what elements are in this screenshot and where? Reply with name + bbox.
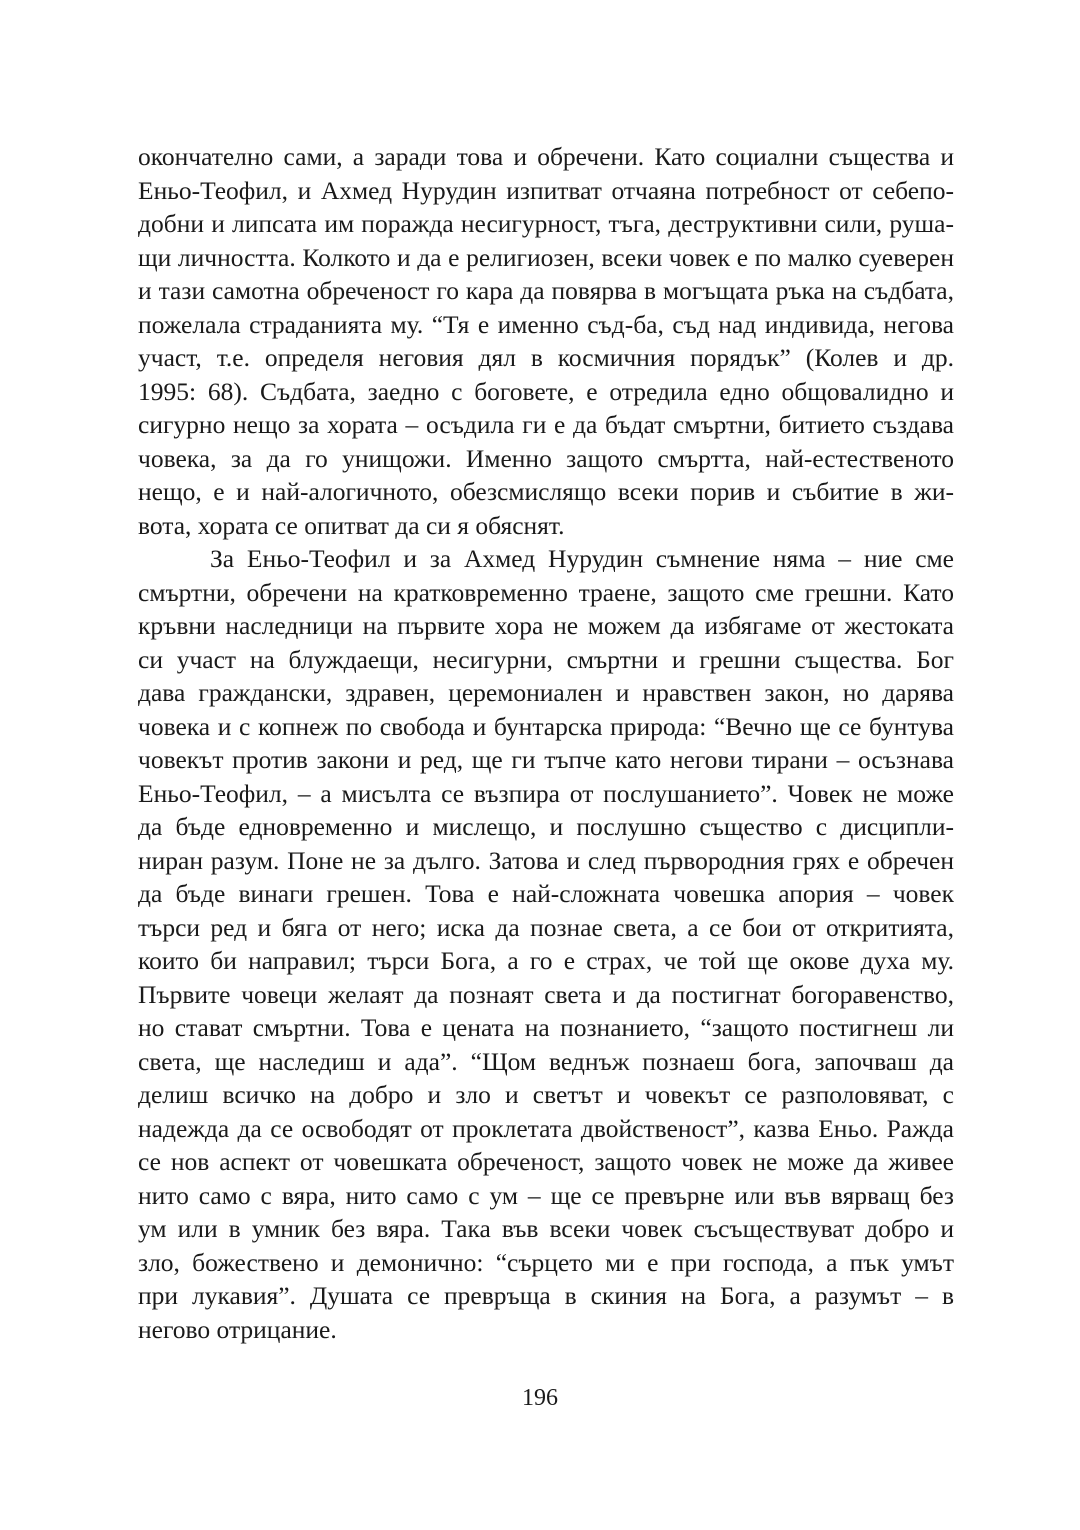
text-line: надежда да се освободят от проклетата двойственост”, казва Еньо. Ражда <box>138 1113 954 1143</box>
text-line: кръвни наследници на първите хора не можем да избягаме от жестоката <box>138 611 954 640</box>
text-line: и тази самотна обреченост го кара да повярва в могъщата ръка на съдбата, <box>138 276 954 305</box>
text-line: сигурно нещо за хората – осъдила ги е да бъдат смъртни, битието създава <box>138 410 954 439</box>
paragraph <box>138 542 954 1346</box>
text-line: За Еньо-Теофил и за Ахмед Нурудин съмнение няма – ние сме <box>210 544 954 573</box>
text-line: щи личността. Колкото и да е религиозен, всеки човек е по малко суеверен <box>138 242 954 272</box>
text-line: света, ще наследиш и ада”. “Щом веднъж познаеш бога, започваш да <box>138 1046 954 1076</box>
text-line: Първите човеци желаят да познаят света и да постигнат богоравенство, <box>138 979 954 1009</box>
paragraph <box>138 140 954 542</box>
text-line: търси ред и бяга от него; иска да познае света, а се бои от откритията, <box>138 912 954 942</box>
text-line: да бъде винаги грешен. Това е най-сложната човешка апория – човек <box>138 879 954 908</box>
text-line: зло, божествено и демонично: “сърцето ми е при господа, а пък умът <box>138 1247 954 1277</box>
text-line: смъртни, обречени на кратковременно траене, защото сме грешни. Като <box>138 577 954 607</box>
text-line: които би направил; търси Бога, а го е страх, че той ще окове духа му. <box>138 946 954 975</box>
text-line: добни и липсата им поражда несигурност, тъга, деструктивни сили, руша- <box>138 209 954 238</box>
body-text <box>138 140 954 1346</box>
text-line: човека, за да го унищожи. Именно защото смъртта, най-естественото <box>138 443 954 473</box>
text-line: Еньо-Теофил, и Ахмед Нурудин изпитват отчаяна потребност от себепо- <box>138 175 954 205</box>
text-line: дава граждански, здравен, церемониален и нравствен закон, но дарява <box>138 678 954 707</box>
text-line: окончателно сами, а заради това и обречени. Като социални същества и <box>138 142 954 171</box>
text-line: делиш всичко на добро и зло и светът и човекът се разполовяват, с <box>138 1080 954 1109</box>
text-line: да бъде едновременно и мислещо, и послушно същество с дисципли- <box>138 812 954 841</box>
text-line: но стават смъртни. Това е цената на познанието, “защото постигнеш ли <box>138 1013 954 1042</box>
text-line: нито само с вяра, нито само с ум – ще се превърне или във вярващ без <box>138 1180 954 1210</box>
text-line: се нов аспект от човешката обреченост, защото човек не може да живее <box>138 1147 954 1176</box>
text-line: нещо, е и най-алогичното, обезсмислящо всеки порив и събитие в жи- <box>138 477 954 506</box>
text-line: ум или в умник без вяра. Така във всеки човек съсъществуват добро и <box>138 1214 954 1243</box>
text-line: участ, т.е. определя неговия дял в космичния порядък” (Колев и др. <box>138 343 954 372</box>
text-line: при лукавия”. Душата се превръща в скиния на Бога, а разумът – в <box>138 1281 954 1310</box>
text-line: човека и с копнеж по свобода и бунтарска природа: “Вечно ще се бунтува <box>138 711 954 741</box>
text-line: пожелала страданията му. “Тя е именно съд-ба, съд над индивида, негова <box>138 309 954 339</box>
page-number: 196 <box>522 1385 558 1411</box>
text-line: 1995: 68). Съдбата, заедно с боговете, е отредила едно общовалидно и <box>138 376 954 406</box>
text-line: негово отрицание. <box>138 1314 337 1344</box>
text-line: си участ на блуждаещи, несигурни, смъртни и грешни същества. Бог <box>138 644 954 674</box>
text-line: човекът против закони и ред, ще ги тъпче като негови тирани – осъзнава <box>138 745 954 774</box>
text-line: вота, хората се опитват да си я обяснят. <box>138 510 565 540</box>
text-line: ниран разум. Поне не за дълго. Затова и след първородния грях е обречен <box>138 845 954 875</box>
text-line: Еньо-Теофил, – а мисълта се възпира от послушанието”. Човек не може <box>138 778 954 808</box>
